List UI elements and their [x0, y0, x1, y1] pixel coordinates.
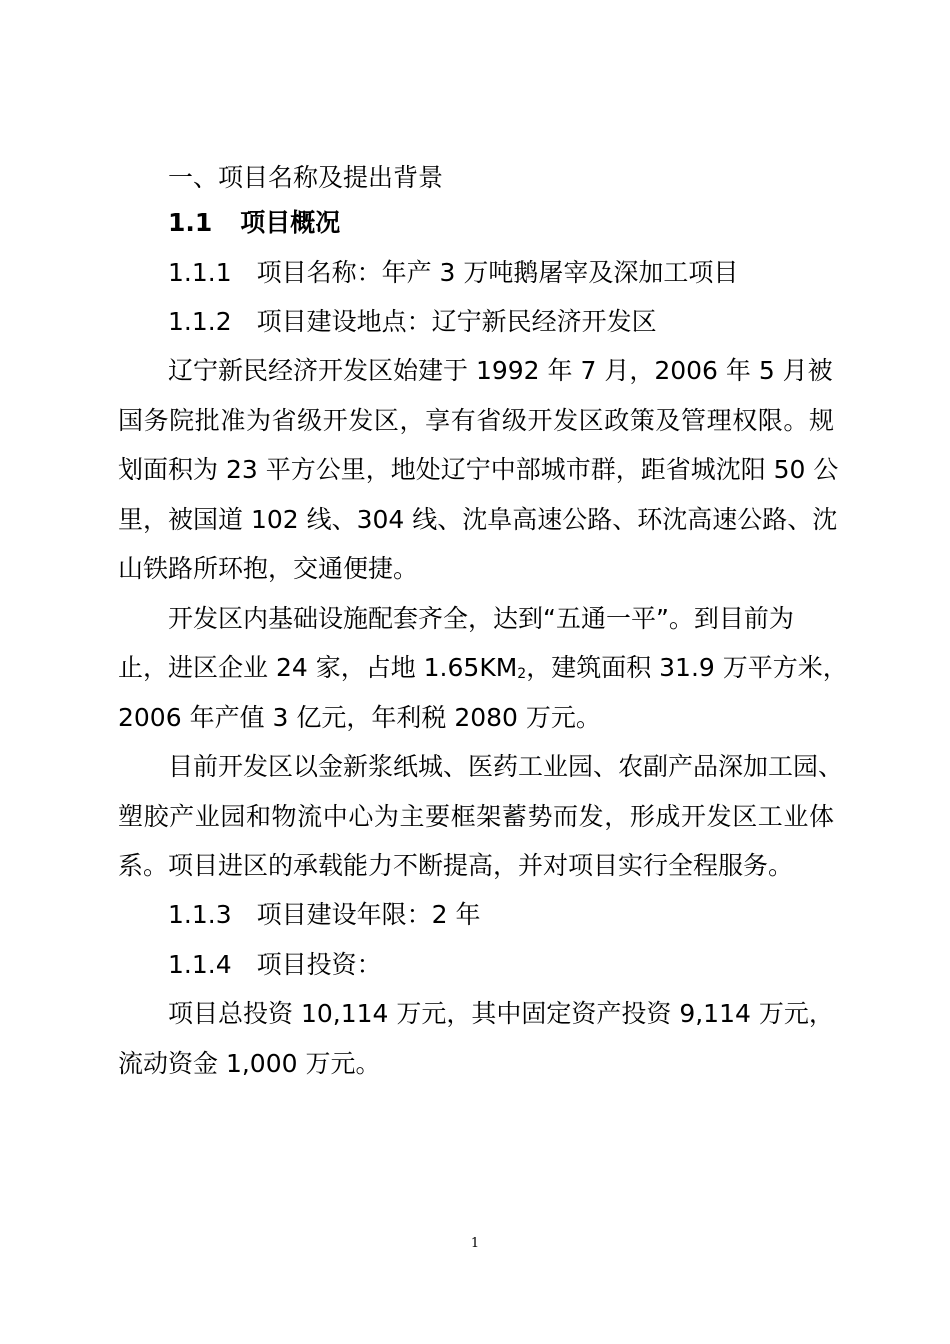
item-investment: 1.1.4 项目投资：	[168, 950, 382, 979]
item-project-name: 1.1.1 项目名称：年产 3 万吨鹅屠宰及深加工项目	[168, 258, 739, 287]
paragraph-line: 国务院批准为省级开发区，享有省级开发区政策及管理权限。规	[118, 406, 834, 435]
subsection-title: 项目概况	[240, 208, 341, 237]
paragraph-line	[118, 651, 848, 691]
paragraph-line: 里，被国道 102 线、304 线、沈阜高速公路、环沈高速公路、沈	[118, 505, 838, 534]
paragraph-line: 目前开发区以金新浆纸城、医药工业园、农副产品深加工园、	[168, 752, 844, 781]
subsection-number: 1.1	[168, 208, 213, 237]
paragraph-line: 划面积为 23 平方公里，地处辽宁中部城市群，距省城沈阳 50 公	[118, 455, 839, 484]
paragraph-line: 2006 年产值 3 亿元，年利税 2080 万元。	[118, 703, 601, 732]
section-heading: 一、项目名称及提出背景	[168, 163, 444, 192]
page-number: 1	[470, 1236, 480, 1251]
paragraph-line: 辽宁新民经济开发区始建于 1992 年 7 月，2006 年 5 月被	[168, 356, 833, 385]
paragraph-text: 止，进区企业 24 家，占地 1.65KM	[118, 653, 518, 682]
paragraph-line: 系。项目进区的承载能力不断提高，并对项目实行全程服务。	[118, 851, 794, 880]
paragraph-line: 流动资金 1,000 万元。	[118, 1049, 381, 1078]
paragraph-line: 项目总投资 10,114 万元，其中固定资产投资 9,114 万元，	[168, 999, 834, 1028]
paragraph-line: 塑胶产业园和物流中心为主要框架蓄势而发，形成开发区工业体	[118, 802, 834, 831]
paragraph-text: ，建筑面积 31.9 万平方米，	[526, 653, 848, 682]
item-project-location: 1.1.2 项目建设地点：辽宁新民经济开发区	[168, 307, 657, 336]
subsection-heading	[168, 206, 888, 240]
paragraph-line: 山铁路所环抱，交通便捷。	[118, 554, 419, 583]
item-construction-period: 1.1.3 项目建设年限：2 年	[168, 900, 481, 929]
unit-subscript: 2	[517, 666, 527, 682]
paragraph-line: 开发区内基础设施配套齐全，达到“五通一平”。到目前为	[168, 604, 794, 633]
